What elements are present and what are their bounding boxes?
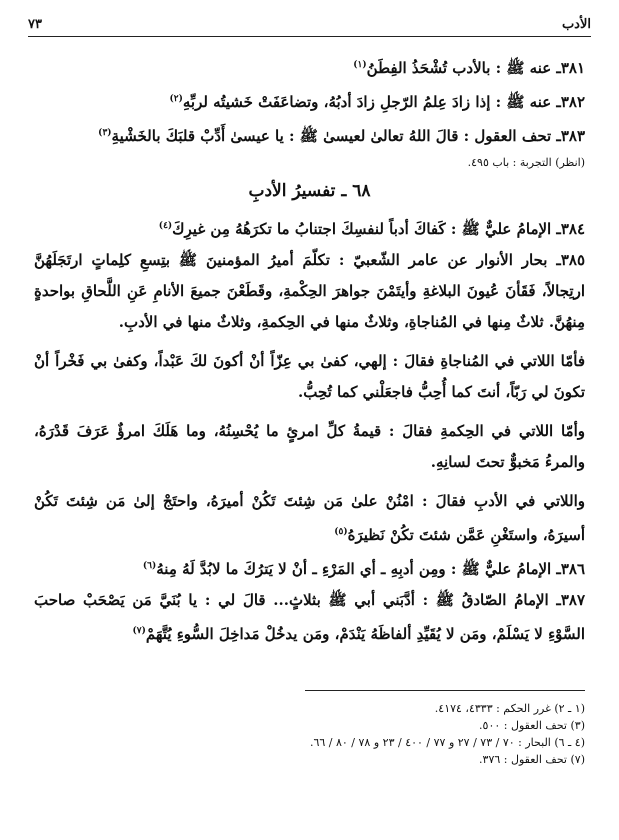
- entry-384: ٣٨٤ـ الإمامُ عليٌّ ﷺ : كَفاكَ أدباً لنفسِكَ اجتنابُ ما تكرَهُهُ مِن غيرِكَ$^{(٤)}$: [158, 220, 585, 238]
- footnote: (٣) تحف العقول : ٥٠٠.: [479, 719, 585, 732]
- header-rule: [28, 36, 591, 37]
- running-title: الأدب: [561, 17, 591, 32]
- footnote-ref: (٣): [98, 128, 112, 138]
- entry-383: ٣٨٣ـ تحف العقول : قالَ اللهُ تعالىٰ لعيسىٰ ﷺ : يا عيسىٰ أَدِّبْ قلبَكَ بالخَشْيةِ$^{(٣)}$: [98, 127, 585, 145]
- footnote: (٧) تحف العقول : ٣٧٦.: [479, 753, 585, 766]
- footnotes: [34, 700, 585, 768]
- entry-387: ٣٨٧ـ الإمامُ الصّادقُ ﷺ : أدَّبَني أبي ﷺ بثلاثٍ... قالَ لي : يا بُنَيَّ مَن يَصْحَبْ صاحبَ السَّوْءِ لا يَسْلَمْ، ومَن لا يُقَيِّدِ ألفاظَهُ يَنْدَمْ، ومَن يدخُلْ مَداخِلَ السُّوءِ يُتَّهَمْ$^{(٧)}$: [34, 591, 585, 643]
- entry-385-hikmah: وأمّا اللاتي في الحِكمةِ فقالَ : قيمةُ كلِّ امرئٍ ما يُحْسِنُهُ، وما هَلَكَ امرؤٌ عَرَفَ قَدْرَهُ، والمرءُ مَخبوٌّ تحتَ لسانِهِ.: [34, 422, 585, 471]
- entry-381: ٣٨١ـ عنه ﷺ : بالأدب تُشْحَذُ الفِطَنُ$^{(١)}$: [353, 59, 585, 77]
- entry-386: ٣٨٦ـ الإمامُ عليٌّ ﷺ : ومِن أدبِهِ ـ أي المَرْءِ ـ أنْ لا يَترُكَ ما لابُدَّ لَهُ مِنهُ$^{(٦)}$: [142, 560, 585, 578]
- footnote: (١ ـ ٢) غرر الحكم : ٤٣٣٣، ٤١٧٤.: [434, 702, 585, 715]
- section-title: ٦٨ ـ تفسيرُ الأدبِ: [248, 181, 371, 201]
- page-header: [28, 10, 591, 32]
- entry-382: ٣٨٢ـ عنه ﷺ : إذا زادَ عِلمُ الرّجلِ زادَ أدبُهُ، وتضاعَفَتْ خَشيتُه لربِّهِ$^{(٢)}$: [169, 93, 585, 111]
- entry-385: ٣٨٥ـ بحار الأنوار عن عامر الشّعبيّ : تكلّمَ أميرُ المؤمنينَ ﷺ بتِسعِ كلِماتٍ ارتَجَلَهُنَّ ارتِجالاً، فَقَأنَ عُيونَ البلاغةِ وأيتَمْنَ جواهرَ الحِكْمةِ، وقَطَعْنَ جميعَ الأنامِ عَنِ اللَّحاقِ بواحدةٍ مِنهُنَّ. ثلاثٌ مِنها في المُناجاةِ، وثلاثٌ منها في الحِكمةِ، وثلاثٌ منها في الأدبِ.: [34, 251, 585, 331]
- footnote-ref: (٧): [132, 626, 146, 636]
- entry-385-adab: واللاتي في الأدبِ فقالَ : امْنُنْ علىٰ مَن شِئتَ تَكُنْ أميرَهُ، واحتَجْ إلىٰ مَن شِئتَ تَكُنْ أسيرَهُ، واستَغْنِ عَمَّن شئتَ تكُنْ نَظيرَهُ$^{(٥)}$: [34, 492, 585, 544]
- footnote-rule: [305, 690, 585, 691]
- footnote-ref: (٢): [169, 94, 183, 104]
- entry-385-munajat: فأمّا اللاتي في المُناجاةِ فقالَ : إلهي، كفىٰ بي عِزّاً أنْ أكونَ لكَ عَبْداً، وكفىٰ بي فَخْراً أنْ تكونَ لي رَبّاً، أنتَ كما أُحِبُّ فاجعَلْني كما تُحِبُّ.: [34, 352, 585, 401]
- footnote-ref: (٤): [158, 221, 173, 231]
- page-number: ٧٣: [28, 17, 42, 32]
- footnote-ref: (١): [353, 60, 367, 70]
- footnote-ref: (٦): [142, 561, 157, 571]
- footnote-ref: (٥): [334, 527, 348, 537]
- footnote: (٤ ـ ٦) البحار : ٧٠ / ٧٣ / ٢٧ و ٧٧ / ٤٠٠ / ٢٣ و ٧٨ / ٨٠ / ٦٦.: [309, 736, 585, 749]
- page-body: [34, 50, 585, 650]
- cross-reference-note: (انظر) التجربة : باب ٤٩٥.: [467, 156, 585, 169]
